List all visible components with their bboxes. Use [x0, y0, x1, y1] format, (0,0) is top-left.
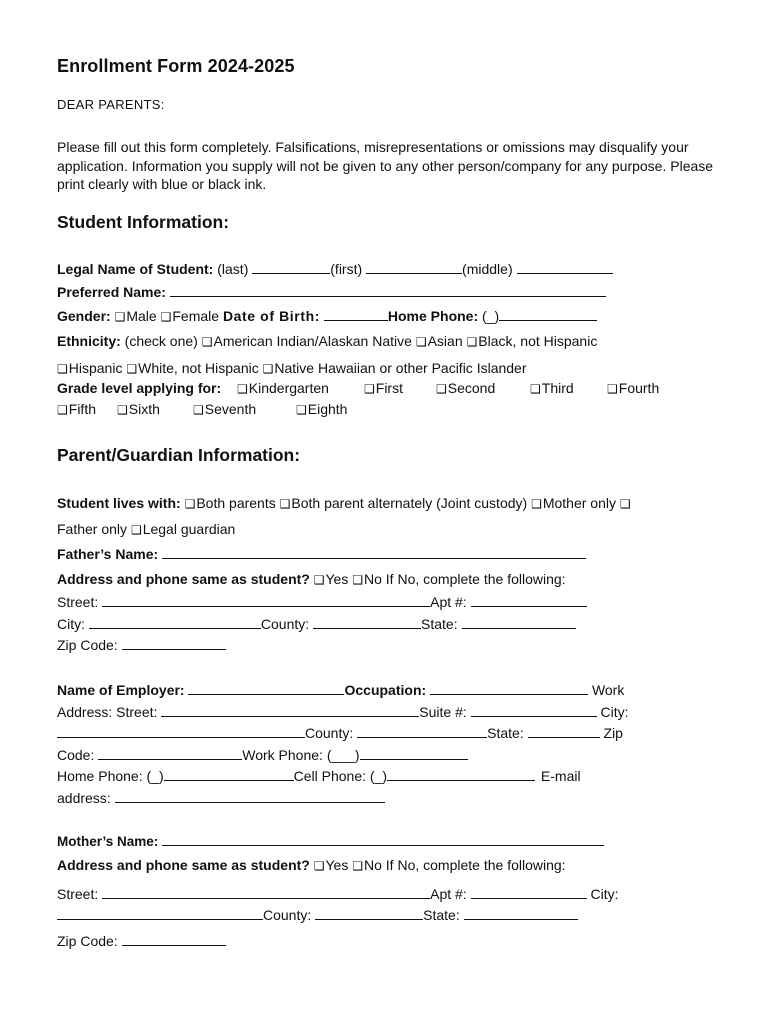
father-street-row [57, 594, 587, 610]
grade-row [57, 380, 737, 396]
if-no-label: If No, complete the following: [385, 857, 566, 873]
work-county-label: County: [305, 725, 354, 741]
checkbox-icon[interactable]: ❑ [57, 362, 68, 376]
father-same-row [57, 571, 566, 587]
mother-same-row [57, 857, 566, 873]
lives-with-row-2 [57, 521, 235, 537]
dob-label: Date of Birth: [222, 308, 320, 324]
work-phone-row [57, 747, 468, 763]
gender-row [57, 308, 597, 324]
street-label: Street: [57, 594, 99, 610]
cell-phone-paren: (_) [369, 768, 388, 784]
checkbox-icon[interactable]: ❑ [237, 382, 248, 396]
grade-option-first: ❑First [364, 380, 403, 396]
mother-name-row [57, 833, 604, 849]
preferred-name-label: Preferred Name: [57, 284, 166, 300]
zip-label: Zip Code: [57, 933, 118, 949]
lives-with-option: Father only [57, 521, 128, 537]
apt-field[interactable] [471, 594, 587, 607]
apt-field[interactable] [471, 886, 587, 899]
first-label: (first) [330, 261, 363, 277]
ethnicity-option: Black, not Hispanic [478, 333, 598, 349]
yes-label: Yes [325, 571, 349, 587]
suite-field[interactable] [471, 704, 597, 717]
male-label: Male [126, 308, 157, 324]
parent-home-phone-label: Home Phone: [57, 768, 143, 784]
checkbox-icon[interactable]: ❑ [130, 523, 142, 537]
address-label: address: [57, 790, 111, 806]
checkbox-icon[interactable]: ❑ [296, 403, 307, 417]
grade-option-sixth: ❑Sixth [117, 401, 160, 417]
employer-field[interactable] [188, 682, 344, 695]
checkbox-icon[interactable]: ❑ [607, 382, 618, 396]
checkbox-icon[interactable]: ❑ [160, 310, 172, 324]
grade-option-eighth: ❑Eighth [296, 401, 348, 417]
checkbox-icon[interactable]: ❑ [262, 362, 274, 376]
ethnicity-row-2 [57, 360, 527, 376]
cell-phone-label: Cell Phone: [293, 768, 367, 784]
father-name-label: Father’s Name: [57, 546, 159, 562]
checkbox-icon[interactable]: ❑ [201, 335, 213, 349]
female-label: Female [172, 308, 220, 324]
preferred-name-row [57, 284, 606, 300]
lives-with-option: Both parents [196, 495, 276, 511]
work-state-field[interactable] [528, 725, 600, 738]
last-name-field[interactable] [252, 261, 330, 274]
preferred-name-field[interactable] [170, 284, 606, 297]
checkbox-icon[interactable]: ❑ [352, 859, 363, 873]
work-zip-label: Zip [603, 725, 623, 741]
work-zip-field[interactable] [98, 747, 242, 760]
checkbox-icon[interactable]: ❑ [279, 497, 291, 511]
checkbox-icon[interactable]: ❑ [352, 573, 363, 587]
legal-name-row [57, 261, 613, 277]
ethnicity-option: Hispanic [68, 360, 123, 376]
legal-name-label: Legal Name of Student: [57, 261, 214, 277]
lives-with-row [57, 495, 632, 511]
mother-county-row [57, 907, 578, 923]
checkbox-icon[interactable]: ❑ [530, 382, 541, 396]
county-field[interactable] [313, 616, 421, 629]
mother-zip-row [57, 933, 226, 949]
work-phone-paren: (___) [326, 747, 360, 763]
work-city-field[interactable] [57, 725, 305, 738]
apt-label: Apt #: [430, 594, 467, 610]
form-title: Enrollment Form 2024-2025 [57, 56, 295, 76]
county-field[interactable] [315, 907, 423, 920]
if-no-label: If No, complete the following: [385, 571, 566, 587]
work-phone-label: Work Phone: [242, 747, 323, 763]
city-label: City: [590, 886, 619, 902]
lives-with-label: Student lives with: [57, 495, 181, 511]
work-address-street-label: Address: Street: [57, 704, 158, 720]
work-label: Work [591, 682, 625, 698]
grade-option-kindergarten: ❑Kindergarten [237, 380, 329, 396]
gender-label: Gender: [57, 308, 111, 324]
street-field[interactable] [102, 886, 430, 899]
street-label: Street: [57, 886, 99, 902]
checkbox-icon[interactable]: ❑ [313, 573, 325, 587]
ethnicity-label: Ethnicity: [57, 333, 121, 349]
mother-street-row [57, 886, 619, 902]
checkbox-icon[interactable]: ❑ [114, 310, 126, 324]
parent-info-heading: Parent/Guardian Information: [57, 445, 301, 465]
work-county-field[interactable] [357, 725, 487, 738]
grade-label: Grade level applying for: [57, 380, 222, 396]
intro-paragraph: Please fill out this form completely. Falsifications, misrepresentations or omissions may disqualify your application. Information you supply will not be given to any other person/company for any purpose. Please print clearly with blue or black ink. [57, 139, 714, 192]
ethnicity-option: American Indian/Alaskan Native [213, 333, 412, 349]
grade-option-fourth: ❑Fourth [607, 380, 660, 396]
ethnicity-row [57, 333, 597, 349]
checkbox-icon[interactable]: ❑ [193, 403, 204, 417]
email-field[interactable] [115, 790, 385, 803]
ethnicity-option: White, not Hispanic [138, 360, 259, 376]
home-phone-field[interactable] [499, 308, 597, 321]
no-label: No [364, 857, 382, 873]
lives-with-option: Mother only [542, 495, 616, 511]
father-name-row [57, 546, 586, 562]
county-label: County: [263, 907, 312, 923]
city-field[interactable] [57, 907, 263, 920]
mother-name-label: Mother’s Name: [57, 834, 159, 849]
checkbox-icon[interactable]: ❑ [364, 382, 375, 396]
work-county-row [57, 725, 623, 741]
checkbox-icon[interactable]: ❑ [184, 497, 196, 511]
checkbox-icon[interactable]: ❑ [313, 859, 325, 873]
work-street-field[interactable] [161, 704, 419, 717]
grade-option-second: ❑Second [436, 380, 496, 396]
state-field[interactable] [464, 907, 578, 920]
email-row [57, 790, 385, 806]
middle-label: (middle) [462, 261, 513, 277]
occupation-label: Occupation: [344, 682, 427, 698]
ethnicity-option: Asian [427, 333, 463, 349]
checkbox-icon[interactable]: ❑ [619, 497, 631, 511]
cell-phone-field[interactable] [387, 768, 535, 781]
ethnicity-option: Native Hawaiian or other Pacific Islander [274, 360, 527, 376]
state-label: State: [423, 907, 460, 923]
father-name-field[interactable] [162, 546, 586, 559]
same-address-label: Address and phone same as student? [57, 571, 310, 587]
zip-field[interactable] [122, 637, 226, 650]
checkbox-icon[interactable]: ❑ [436, 382, 447, 396]
lives-with-option: Legal guardian [142, 521, 236, 537]
work-city-label: City: [600, 704, 629, 720]
county-label: County: [260, 616, 310, 632]
first-name-field[interactable] [366, 261, 462, 274]
last-label: (last) [217, 261, 249, 277]
grade-option-third: ❑Third [530, 380, 574, 396]
state-label: State: [421, 616, 458, 632]
suite-label: Suite #: [419, 704, 467, 720]
student-info-heading: Student Information: [57, 212, 230, 232]
employer-label: Name of Employer: [57, 682, 185, 698]
checkbox-icon[interactable]: ❑ [117, 403, 128, 417]
email-label: E-mail [540, 768, 581, 784]
occupation-field[interactable] [430, 682, 588, 695]
apt-label: Apt #: [430, 886, 467, 902]
no-label: No [364, 571, 382, 587]
checkbox-icon[interactable]: ❑ [57, 403, 68, 417]
work-address-row [57, 704, 629, 720]
mother-name-field[interactable] [162, 833, 604, 846]
checkbox-icon[interactable]: ❑ [126, 362, 138, 376]
checkbox-icon[interactable]: ❑ [466, 335, 478, 349]
home-phone-paren: (_) [482, 308, 500, 324]
checkbox-icon[interactable]: ❑ [531, 497, 542, 511]
middle-name-field[interactable] [517, 261, 613, 274]
parent-phone-row [57, 768, 581, 784]
father-city-row [57, 616, 576, 632]
city-field[interactable] [89, 616, 261, 629]
state-field[interactable] [462, 616, 576, 629]
zip-label: Zip Code: [57, 637, 118, 653]
street-field[interactable] [102, 594, 430, 607]
checkbox-icon[interactable]: ❑ [415, 335, 427, 349]
ethnicity-note: (check one) [124, 333, 198, 349]
lives-with-option: Both parent alternately (Joint custody) [291, 495, 528, 511]
work-code-label: Code: [57, 747, 95, 763]
home-phone-label: Home Phone: [387, 308, 479, 324]
city-label: City: [57, 616, 85, 632]
zip-field[interactable] [122, 933, 226, 946]
work-phone-field[interactable] [360, 747, 468, 760]
father-zip-row [57, 637, 226, 653]
parent-home-phone-field[interactable] [164, 768, 294, 781]
employer-row [57, 682, 624, 698]
same-address-label: Address and phone same as student? [57, 857, 310, 873]
grade-option-seventh: ❑Seventh [193, 401, 257, 417]
work-state-label: State: [487, 725, 524, 741]
dob-field[interactable] [324, 308, 388, 321]
parent-home-phone-paren: (_) [146, 768, 164, 784]
greeting: DEAR PARENTS: [57, 97, 165, 112]
grade-option-fifth: ❑Fifth [57, 401, 96, 417]
yes-label: Yes [325, 857, 349, 873]
